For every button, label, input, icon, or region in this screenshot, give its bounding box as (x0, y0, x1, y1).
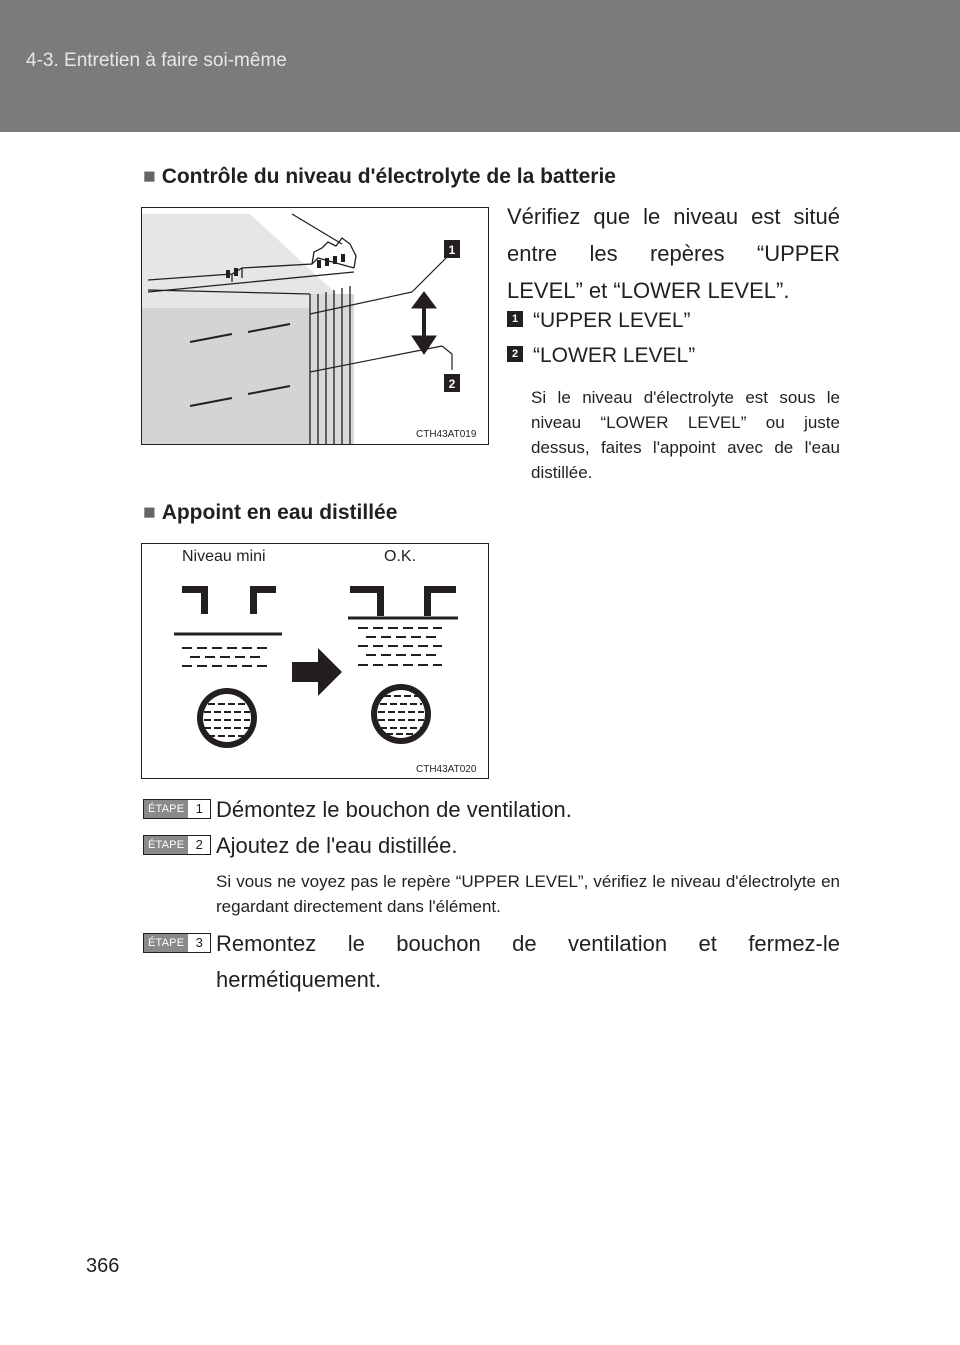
heading-bullet: ■ (143, 501, 156, 524)
fill-level-illustration (142, 544, 488, 778)
step-number: 2 (188, 836, 210, 854)
arrow-icon (292, 648, 342, 696)
figure-code: CTH43AT019 (416, 429, 477, 440)
callout-label-2: 2 (448, 377, 456, 391)
step-label: ÉTAPE (144, 934, 188, 952)
battery-illustration (142, 208, 488, 444)
marker-number: 2 (507, 346, 523, 362)
header-title: 4-3. Entretien à faire soi-même (26, 50, 287, 71)
section-heading-distilled-water (143, 501, 397, 525)
battery-level-figure (141, 207, 489, 445)
callout-label-1: 1 (448, 243, 456, 257)
step-number: 1 (188, 800, 210, 818)
label-min-level: Niveau mini (182, 548, 266, 565)
label-ok-level: O.K. (384, 548, 417, 565)
marker-number: 1 (507, 311, 523, 327)
marker-text: “UPPER LEVEL” (533, 309, 691, 332)
level-check-instruction: Vérifiez que le niveau est situé entre les repères “UPPER LEVEL” et “LOWER LEVEL”. (507, 204, 840, 303)
electrolyte-note: Si le niveau d'électrolyte est sous le niveau “LOWER LEVEL” ou juste dessus, faites l'appoint avec de l'eau distillée. (531, 388, 840, 482)
figure-code: CTH43AT020 (416, 764, 477, 775)
marker-text: “LOWER LEVEL” (533, 344, 696, 367)
section-heading-text: Appoint en eau distillée (161, 501, 398, 524)
distilled-water-figure (141, 543, 489, 779)
section-heading-electrolyte (143, 165, 616, 189)
section-heading-text: Contrôle du niveau d'électrolyte de la batterie (161, 165, 616, 188)
step-2-note: Si vous ne voyez pas le repère “UPPER LEVEL”, vérifiez le niveau d'électrolyte en regardant directement dans l'élément. (216, 872, 840, 916)
step-3-text: Remontez le bouchon de ventilation et fermez-le hermétiquement. (216, 931, 840, 992)
step-label: ÉTAPE (144, 836, 188, 854)
step-number: 3 (188, 934, 210, 952)
page-number: 366 (86, 1255, 120, 1277)
page-header (0, 0, 960, 132)
lower-level-marker (507, 344, 695, 368)
heading-bullet: ■ (143, 165, 156, 188)
step-2-text: Ajoutez de l'eau distillée. (216, 833, 458, 858)
step-1-text: Démontez le bouchon de ventilation. (216, 797, 572, 822)
upper-level-marker (507, 309, 691, 333)
step-label: ÉTAPE (144, 800, 188, 818)
